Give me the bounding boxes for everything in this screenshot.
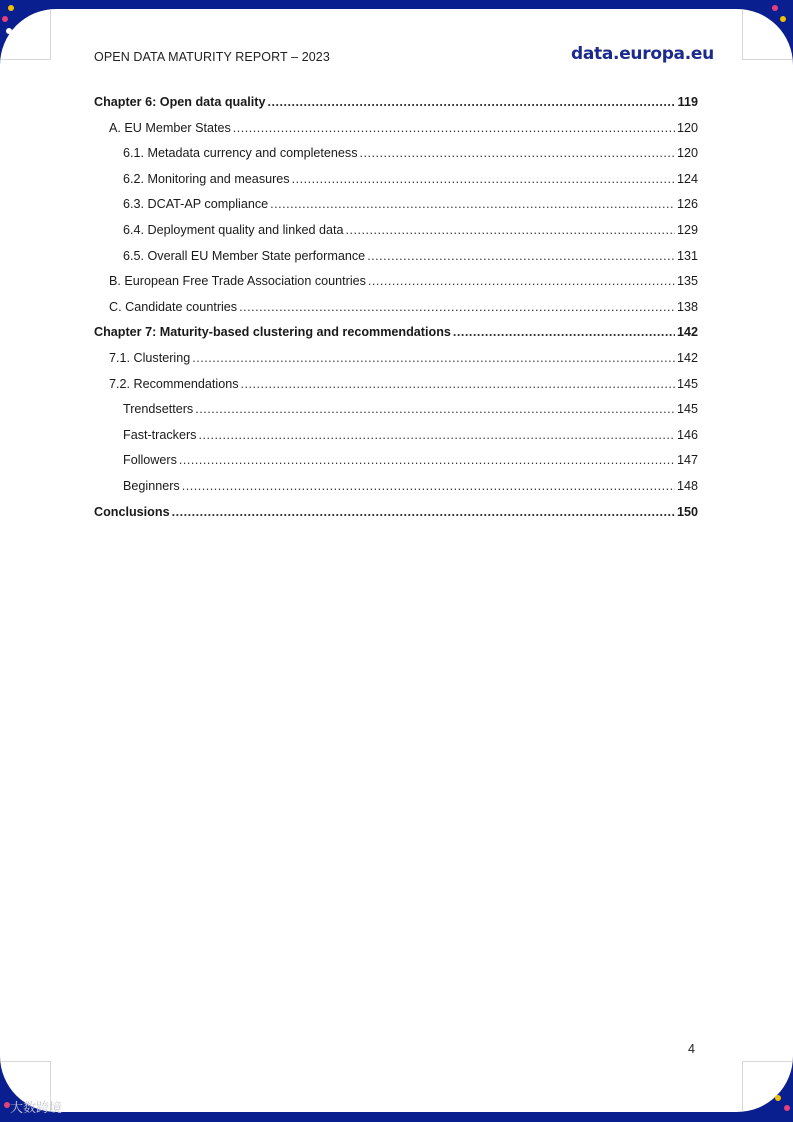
toc-entry[interactable] (94, 172, 698, 198)
toc-entry[interactable] (94, 300, 698, 326)
toc-entry-label: Fast-trackers (123, 427, 197, 442)
toc-entry[interactable] (94, 377, 698, 403)
toc-entry-page: 126 (676, 197, 698, 212)
data-europa-logo: data.europa.eu (571, 44, 714, 64)
toc-entry-page: 147 (676, 453, 698, 468)
confetti-dot (772, 5, 778, 11)
toc-entry-page: 146 (676, 427, 698, 442)
toc-leader-dots (179, 453, 675, 467)
toc-entry[interactable] (94, 146, 698, 172)
toc-entry-label: C. Candidate countries (109, 299, 238, 314)
confetti-dot (775, 1095, 781, 1101)
toc-entry[interactable] (94, 351, 698, 377)
page-number: 4 (688, 1042, 695, 1056)
toc-entry-label: A. EU Member States (109, 120, 231, 135)
toc-leader-dots (453, 325, 675, 339)
toc-entry-page: 142 (676, 350, 698, 365)
table-of-contents (94, 95, 698, 530)
toc-entry[interactable] (94, 121, 698, 147)
toc-entry-label: 6.4. Deployment quality and linked data (123, 222, 344, 237)
toc-entry-label: 7.1. Clustering (109, 350, 191, 365)
toc-entry[interactable] (94, 223, 698, 249)
toc-entry-label: Beginners (123, 478, 180, 493)
toc-leader-dots (192, 351, 675, 365)
toc-entry-label: 7.2. Recommendations (109, 376, 239, 391)
toc-leader-dots (360, 146, 675, 160)
confetti-dot (2, 16, 8, 22)
toc-entry[interactable] (94, 402, 698, 428)
toc-leader-dots (241, 377, 675, 391)
confetti-dot (784, 1105, 790, 1111)
toc-entry-page: 131 (676, 248, 698, 263)
toc-entry-page: 142 (676, 325, 698, 340)
toc-entry-label: 6.2. Monitoring and measures (123, 171, 290, 186)
toc-entry-page: 148 (676, 478, 698, 493)
toc-leader-dots (368, 274, 675, 288)
toc-entry-page: 150 (676, 504, 698, 519)
toc-entry-label: 6.5. Overall EU Member State performance (123, 248, 366, 263)
toc-leader-dots (195, 402, 675, 416)
toc-entry-page: 119 (677, 95, 698, 109)
toc-entry-page: 129 (676, 222, 698, 237)
document-page (0, 9, 793, 1112)
toc-entry[interactable] (94, 274, 698, 300)
toc-leader-dots (182, 479, 675, 493)
toc-leader-dots (233, 121, 675, 135)
toc-entry-label: 6.3. DCAT-AP compliance (123, 197, 269, 212)
toc-entry[interactable] (94, 325, 698, 351)
toc-entry-page: 120 (676, 146, 698, 161)
confetti-dot (8, 5, 14, 11)
confetti-dot (6, 28, 12, 34)
toc-entry-label: Conclusions (94, 504, 170, 519)
toc-entry-page: 124 (676, 171, 698, 186)
toc-entry[interactable] (94, 197, 698, 223)
toc-entry[interactable] (94, 479, 698, 505)
toc-leader-dots (239, 300, 675, 314)
toc-entry[interactable] (94, 249, 698, 275)
toc-entry[interactable] (94, 428, 698, 454)
toc-leader-dots (346, 223, 675, 237)
toc-entry-page: 145 (676, 376, 698, 391)
toc-leader-dots (270, 197, 675, 211)
toc-entry-label: Trendsetters (123, 402, 194, 417)
toc-entry-label: B. European Free Trade Association countries (109, 274, 366, 289)
confetti-dot (780, 16, 786, 22)
toc-entry[interactable] (94, 453, 698, 479)
toc-leader-dots (267, 95, 675, 109)
toc-entry-label: Chapter 6: Open data quality (94, 95, 266, 109)
toc-entry-page: 145 (676, 402, 698, 417)
report-title: OPEN DATA MATURITY REPORT – 2023 (94, 50, 330, 64)
toc-entry[interactable] (94, 95, 698, 121)
watermark: 大数跨境 (10, 1101, 63, 1116)
toc-leader-dots (292, 172, 675, 186)
toc-leader-dots (172, 505, 675, 519)
toc-entry-label: Followers (123, 453, 177, 468)
toc-entry[interactable] (94, 505, 698, 531)
toc-entry-page: 120 (676, 120, 698, 135)
toc-entry-page: 135 (676, 274, 698, 289)
toc-leader-dots (367, 249, 675, 263)
toc-entry-label: 6.1. Metadata currency and completeness (123, 146, 358, 161)
toc-entry-page: 138 (676, 299, 698, 314)
toc-leader-dots (198, 428, 675, 442)
toc-entry-label: Chapter 7: Maturity-based clustering and recommendations (94, 325, 451, 340)
